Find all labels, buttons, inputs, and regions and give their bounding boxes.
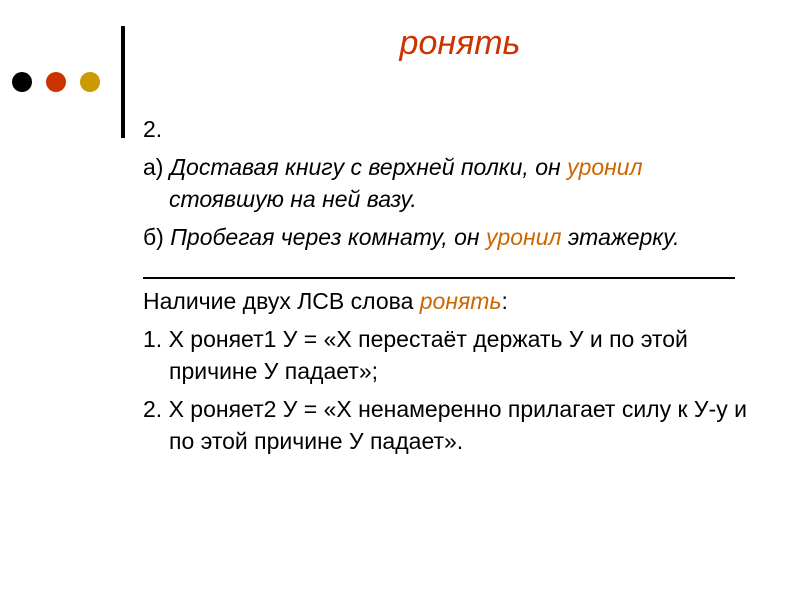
example-b-text-1: Пробегая через комнату, он (170, 224, 486, 250)
red-dot-icon (46, 72, 66, 92)
example-a-text-2: стоявшую на ней вазу. (169, 186, 417, 212)
decorative-dots (12, 72, 100, 92)
example-b-marker: б) (143, 224, 171, 250)
slide-title: ронять (399, 24, 521, 62)
example-b-highlight: уронил (485, 224, 562, 250)
gold-dot-icon (80, 72, 100, 92)
summary-tail: : (501, 288, 508, 314)
example-b (143, 221, 753, 253)
summary-lead: Наличие двух ЛСВ слова (143, 288, 420, 314)
section-number: 2. (143, 116, 163, 142)
slide-body (143, 113, 753, 463)
definition-1: 1. Х роняет1 У = «Х перестаёт держать У и по этой причине У падает»; (143, 326, 688, 384)
example-a (143, 151, 753, 215)
example-a-text-1: Доставая книгу с верхней полки, он (169, 154, 568, 180)
example-a-highlight: уронил (567, 154, 643, 180)
horizontal-rule (143, 277, 735, 279)
summary-highlight: ронять (419, 288, 502, 314)
example-b-text-2: этажерку. (561, 224, 680, 250)
summary-line (143, 285, 753, 317)
definition-2: 2. Х роняет2 У = «Х ненамеренно прилагает силу к У-у и по этой причине У падает». (143, 396, 747, 454)
black-dot-icon (12, 72, 32, 92)
example-a-marker: а) (143, 154, 170, 180)
